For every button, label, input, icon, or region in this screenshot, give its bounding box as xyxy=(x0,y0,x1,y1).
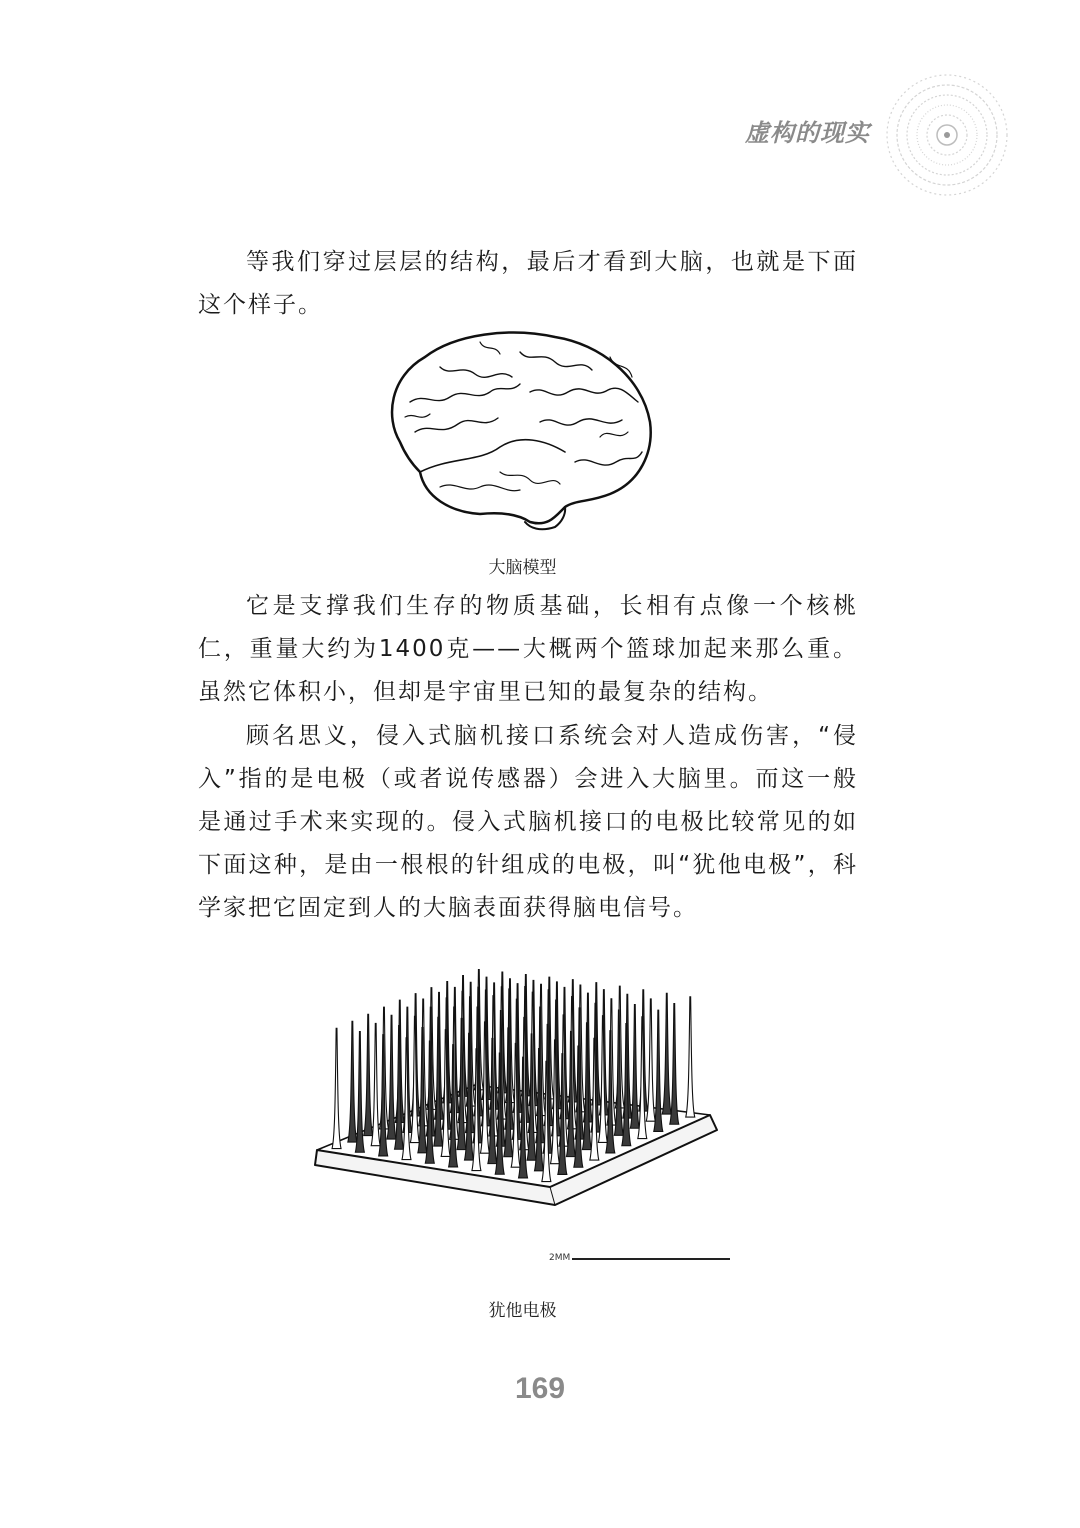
electrode-pin xyxy=(355,1031,364,1152)
brain-caption: 大脑模型 xyxy=(488,558,557,578)
electrode-pin xyxy=(686,997,695,1117)
utah-electrode-illustration xyxy=(305,965,735,1210)
paragraph-brain-description: 它是支撑我们生存的物质基础，长相有点像一个核桃仁，重量大约为1400克——大概两个篮球加起来那么重。虽然它体积小，但却是宇宙里已知的最复杂的结构。 xyxy=(198,593,858,705)
paragraph-intro: 等我们穿过层层的结构，最后才看到大脑，也就是下面这个样子。 xyxy=(198,249,858,318)
electrode-pin xyxy=(387,1015,396,1139)
electrode-pin xyxy=(371,1023,380,1145)
header-ornament-icon xyxy=(880,68,1015,203)
electrode-pin xyxy=(670,1003,679,1124)
paragraph-invasive-bci: 顾名思义，侵入式脑机接口系统会对人造成伤害，“侵入”指的是电极（或者说传感器）会进入大脑里。而这一般是通过手术来实现的。侵入式脑机接口的电极比较常见的如下面这种，是由一根根的针组成的电极，叫“犹他电极”，科学家把它固定到人的大脑表面获得脑电信号。 xyxy=(198,723,858,921)
electrode-pin xyxy=(348,1021,357,1142)
electrode-pin xyxy=(654,1010,663,1131)
running-header-title: 虚构的现实 xyxy=(745,119,870,147)
electrode-pin xyxy=(630,1004,639,1128)
scale-bar-label: 2MM xyxy=(549,1253,571,1263)
page-number: 169 xyxy=(514,1372,566,1405)
electrode-pin xyxy=(646,999,655,1121)
brain-illustration xyxy=(380,322,655,535)
electrode-pin xyxy=(332,1028,341,1148)
scale-bar-line xyxy=(572,1258,730,1260)
electrode-pin xyxy=(662,993,671,1114)
electrode-caption: 犹他电极 xyxy=(488,1301,557,1321)
electrode-pin xyxy=(364,1014,373,1135)
